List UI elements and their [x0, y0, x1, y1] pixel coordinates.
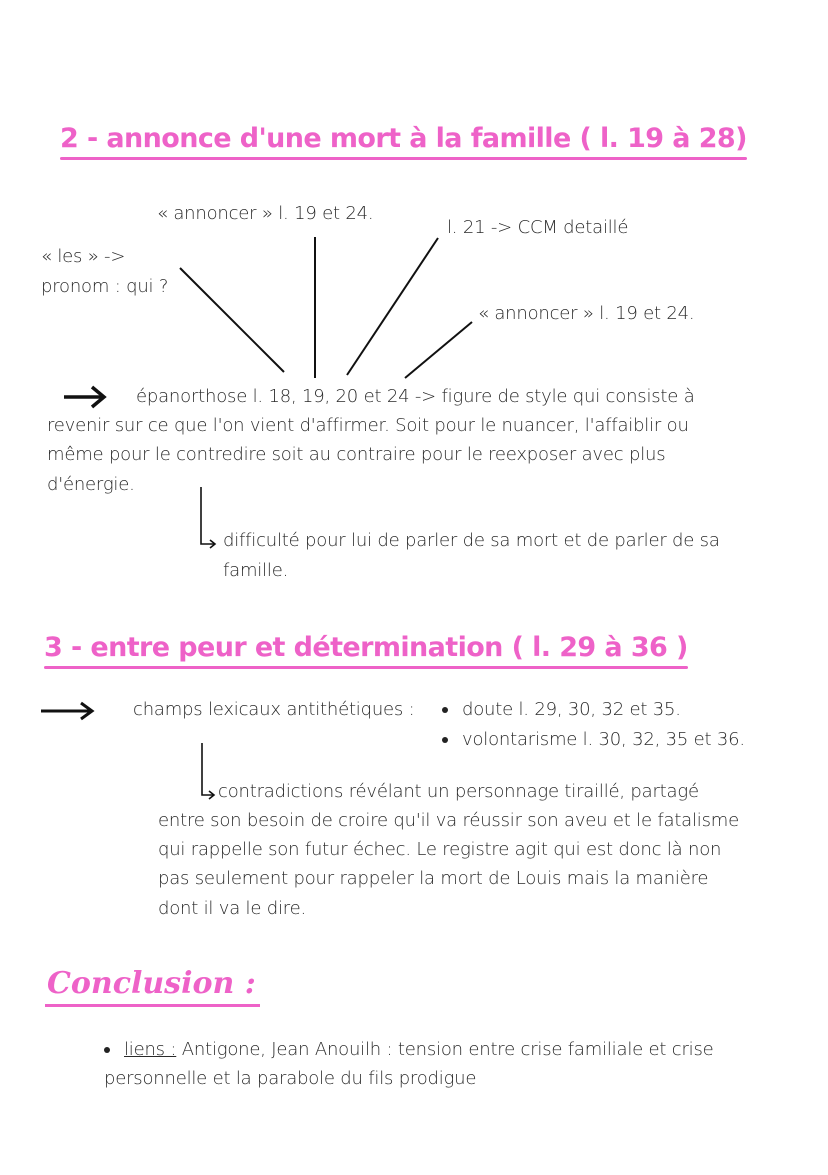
difficulte-line1: difficulté pour lui de parler de sa mort et de parler de sa [223, 530, 720, 551]
line-annoncer-right [405, 322, 472, 378]
liens-line2: personnelle et la parabole du fils prodigue [104, 1068, 477, 1089]
label-ccm: l. 21 -> CCM detaillé [447, 217, 629, 238]
bullet-volontarisme [442, 729, 745, 750]
line-ccm [347, 238, 438, 375]
contra-line1: contradictions révélant un personnage tiraillé, partagé [218, 781, 699, 802]
label-annoncer-right: « annoncer » l. 19 et 24. [478, 303, 695, 324]
epanorthose-line4: d'énergie. [47, 474, 135, 495]
conclusion-title: Conclusion : [47, 966, 256, 1001]
bullet-volontarisme-text: volontarisme l. 30, 32, 35 et 36. [462, 729, 745, 750]
champs-label: champs lexicaux antithétiques : [133, 699, 415, 720]
label-pronom: pronom : qui ? [41, 276, 169, 297]
hook-arrow-icon-2 [202, 743, 214, 799]
epanorthose-line3: même pour le contredire soit au contraire pour le reexposer avec plus [47, 444, 666, 465]
difficulte-line2: famille. [223, 560, 289, 581]
arrow-right-icon [64, 387, 104, 407]
hook-arrow-icon [201, 487, 215, 548]
contra-line4: pas seulement pour rappeler la mort de Louis mais la manière [158, 868, 709, 889]
label-annoncer-top: « annoncer » l. 19 et 24. [157, 203, 374, 224]
bullet-doute-text: doute l. 29, 30, 32 et 35. [462, 699, 681, 720]
liens-text: Antigone, Jean Anouilh : tension entre crise familiale et crise [181, 1039, 714, 1060]
contra-line2: entre son besoin de croire qu'il va réussir son aveu et le fatalisme [158, 810, 739, 831]
liens-line1 [104, 1039, 714, 1060]
bullet-doute [442, 699, 681, 720]
contra-line3: qui rappelle son futur échec. Le registre agit qui est donc là non [158, 839, 722, 860]
arrow-right-icon-2 [41, 703, 92, 719]
epanorthose-line1: épanorthose l. 18, 19, 20 et 24 -> figure de style qui consiste à [136, 386, 695, 407]
bullet-icon [104, 1047, 110, 1053]
contra-line5: dont il va le dire. [158, 898, 306, 919]
liens-label: liens : [124, 1039, 177, 1060]
section3-title: 3 - entre peur et détermination ( l. 29 à 36 ) [44, 632, 688, 663]
bullet-icon [442, 707, 448, 713]
line-les [180, 268, 284, 372]
section2-title: 2 - annonce d'une mort à la famille ( l. 19 à 28) [60, 123, 747, 154]
bullet-icon [442, 737, 448, 743]
epanorthose-line2: revenir sur ce que l'on vient d'affirmer. Soit pour le nuancer, l'affaiblir ou [47, 415, 689, 436]
label-les: « les » -> [41, 246, 126, 267]
